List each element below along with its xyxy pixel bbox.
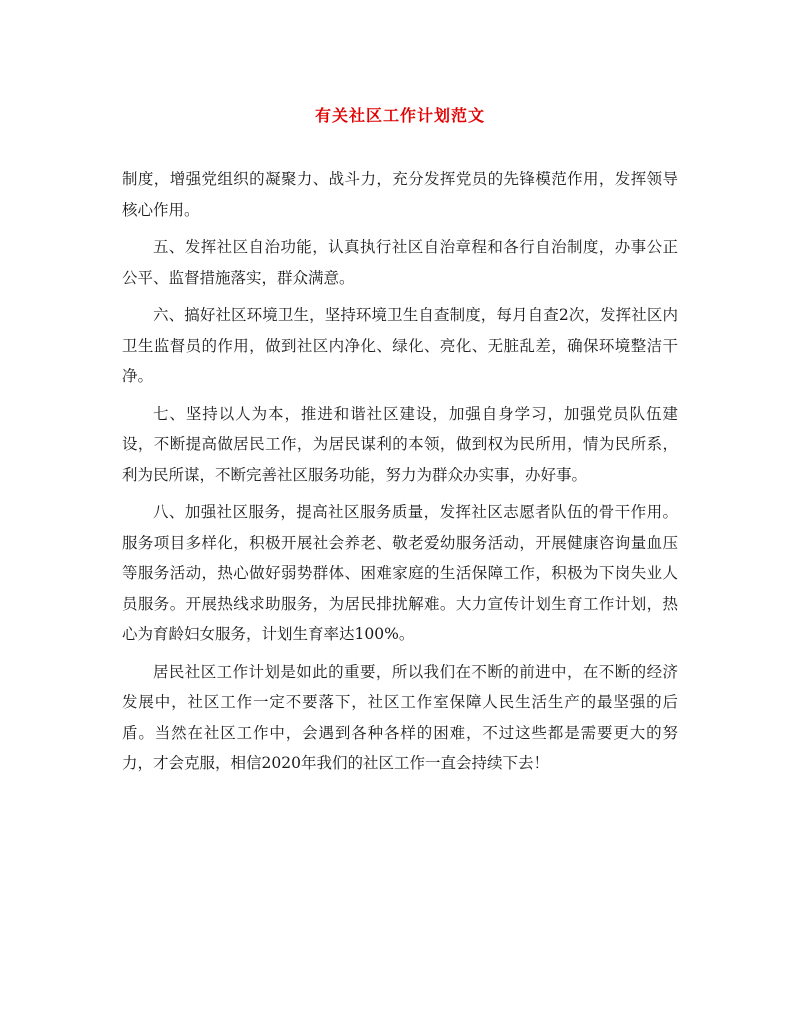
document-body [122,164,678,786]
paragraph-item-8: 八、加强社区服务，提高社区服务质量，发挥社区志愿者队伍的骨干作用。服务项目多样化，积极开展社会养老、敬老爱幼服务活动，开展健康咨询量血压等服务活动，热心做好弱势群体、困难家庭的生活保障工作，积极为下岗失业人员服务。开展热线求助服务，为居民排扰解难。大力宣传计划生育工作计划，热心为育龄妇女服务，计划生育率达100%。 [122,503,678,643]
paragraph-item-6: 六、搞好社区环境卫生，坚持环境卫生自查制度，每月自查2次，发挥社区内卫生监督员的作用，做到社区内净化、绿化、亮化、无脏乱差，确保环境整洁干净。 [122,306,678,385]
paragraph-item-5: 五、发挥社区自治功能，认真执行社区自治章程和各行自治制度，办事公正公平、监督措施落实，群众满意。 [122,238,678,287]
document-title: 有关社区工作计划范文 [314,106,485,125]
paragraph-item-7: 七、坚持以人为本，推进和谐社区建设，加强自身学习，加强党员队伍建设，不断提高做居民工作，为居民谋利的本领，做到权为民所用，情为民所系，利为民所谋，不断完善社区服务功能，努力为群众办实事，办好事。 [122,404,678,484]
paragraph-conclusion: 居民社区工作计划是如此的重要，所以我们在不断的前进中，在不断的经济发展中，社区工作一定不要落下，社区工作室保障人民生活生产的最坚强的后盾。当然在社区工作中，会遇到各种各样的困难，不过这些都是需要更大的努力，才会克服，相信2020年我们的社区工作一直会持续下去！ [122,662,678,772]
paragraph-continuation: 制度，增强党组织的凝聚力、战斗力，充分发挥党员的先锋模范作用，发挥领导核心作用。 [122,170,678,219]
